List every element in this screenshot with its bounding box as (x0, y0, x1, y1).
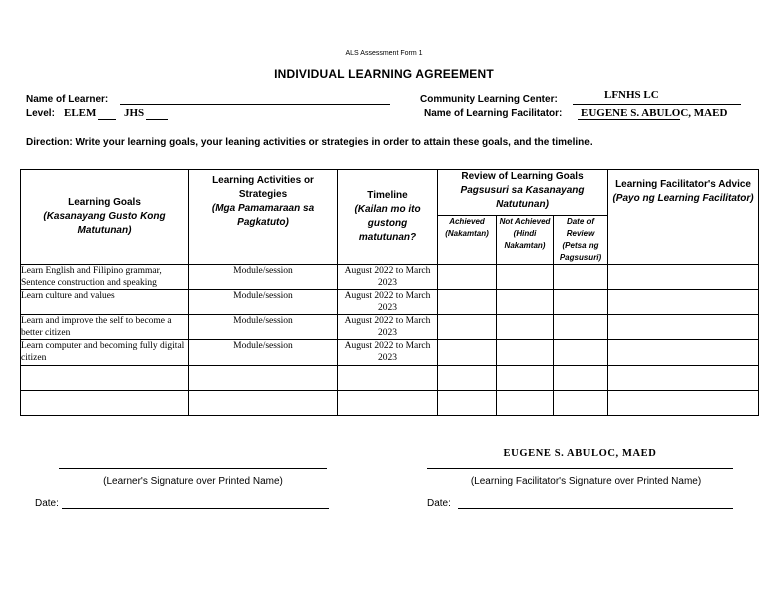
header-learning-activities: Learning Activities or Strategies (Mga Pamamaraan sa Pagkatuto) (189, 170, 338, 265)
clc-label: Community Learning Center: (420, 94, 558, 105)
header-timeline: Timeline (Kailan mo ito gustong matutunan? (338, 170, 438, 265)
goal-cell[interactable]: Learn culture and values (21, 290, 189, 315)
not-achieved-cell[interactable] (497, 366, 554, 391)
not-achieved-cell[interactable] (497, 340, 554, 366)
header-learning-goals: Learning Goals (Kasanayang Gusto Kong Matutunan) (21, 170, 189, 265)
clc-value: LFNHS LC (604, 89, 659, 101)
activity-cell[interactable]: Module/session (189, 315, 338, 340)
not-achieved-cell[interactable] (497, 265, 554, 290)
achieved-cell[interactable] (438, 391, 497, 416)
not-achieved-cell[interactable] (497, 315, 554, 340)
level-jhs-value: JHS (124, 107, 145, 119)
timeline-cell[interactable]: August 2022 to March 2023 (338, 340, 438, 366)
header-not-achieved: Not Achieved (Hindi Nakamtan) (497, 216, 554, 265)
learning-agreement-table (20, 169, 759, 416)
table-row (21, 366, 759, 391)
learner-date-field[interactable] (62, 508, 329, 509)
goal-cell[interactable]: Learn computer and becoming fully digital citizen (21, 340, 189, 366)
advice-cell[interactable] (608, 290, 759, 315)
activity-cell[interactable]: Module/session (189, 340, 338, 366)
advice-cell[interactable] (608, 315, 759, 340)
timeline-cell[interactable]: August 2022 to March 2023 (338, 265, 438, 290)
header-review: Review of Learning Goals Pagsusuri sa Kasanayang Natutunan) (438, 170, 608, 216)
not-achieved-cell[interactable] (497, 391, 554, 416)
achieved-cell[interactable] (438, 290, 497, 315)
goal-cell[interactable]: Learn English and Filipino grammar, Sentence construction and speaking (21, 265, 189, 290)
facilitator-signature-line[interactable] (427, 468, 733, 469)
table-row (21, 265, 759, 290)
date-of-review-cell[interactable] (554, 340, 608, 366)
page-title: INDIVIDUAL LEARNING AGREEMENT (274, 67, 494, 81)
goal-cell[interactable] (21, 366, 189, 391)
achieved-cell[interactable] (438, 265, 497, 290)
achieved-cell[interactable] (438, 340, 497, 366)
table-row (21, 340, 759, 366)
activity-cell[interactable] (189, 391, 338, 416)
timeline-cell[interactable] (338, 391, 438, 416)
form-code: ALS Assessment Form 1 (345, 50, 423, 57)
advice-cell[interactable] (608, 391, 759, 416)
activity-cell[interactable]: Module/session (189, 265, 338, 290)
header-facilitator-advice: Learning Facilitator's Advice (Payo ng Learning Facilitator) (608, 170, 759, 265)
learner-date-label: Date: (35, 498, 59, 509)
level-label: Level: (26, 108, 55, 119)
level-jhs-line[interactable] (146, 119, 168, 120)
facilitator-signature-caption: (Learning Facilitator's Signature over Printed Name) (470, 476, 702, 487)
goal-cell[interactable]: Learn and improve the self to become a better citizen (21, 315, 189, 340)
timeline-cell[interactable]: August 2022 to March 2023 (338, 290, 438, 315)
table-row (21, 315, 759, 340)
header-date-of-review: Date of Review (Petsa ng Pagsusuri) (554, 216, 608, 265)
advice-cell[interactable] (608, 340, 759, 366)
facilitator-field[interactable] (578, 119, 680, 120)
date-of-review-cell[interactable] (554, 315, 608, 340)
advice-cell[interactable] (608, 265, 759, 290)
level-elem-value: ELEM (64, 107, 97, 119)
learner-name-label: Name of Learner: (26, 94, 109, 105)
date-of-review-cell[interactable] (554, 265, 608, 290)
not-achieved-cell[interactable] (497, 290, 554, 315)
clc-field[interactable] (573, 104, 741, 105)
learner-signature-caption: (Learner's Signature over Printed Name) (103, 476, 283, 487)
learner-name-field[interactable] (120, 104, 390, 105)
facilitator-value: EUGENE S. ABULOC, MAED (581, 107, 728, 119)
facilitator-date-field[interactable] (458, 508, 733, 509)
table-row (21, 391, 759, 416)
level-elem-line[interactable] (98, 119, 116, 120)
direction-text: Direction: Write your learning goals, your leaning activities or strategies in order to attain these goals, and the timeline. (26, 137, 593, 148)
advice-cell[interactable] (608, 366, 759, 391)
facilitator-signature-name: EUGENE S. ABULOC, MAED (503, 448, 657, 459)
timeline-cell[interactable] (338, 366, 438, 391)
learner-signature-line[interactable] (59, 468, 327, 469)
goal-cell[interactable] (21, 391, 189, 416)
achieved-cell[interactable] (438, 315, 497, 340)
activity-cell[interactable]: Module/session (189, 290, 338, 315)
table-row (21, 290, 759, 315)
date-of-review-cell[interactable] (554, 366, 608, 391)
facilitator-label: Name of Learning Facilitator: (424, 108, 563, 119)
timeline-cell[interactable]: August 2022 to March 2023 (338, 315, 438, 340)
date-of-review-cell[interactable] (554, 290, 608, 315)
facilitator-date-label: Date: (427, 498, 451, 509)
date-of-review-cell[interactable] (554, 391, 608, 416)
header-achieved: Achieved (Nakamtan) (438, 216, 497, 265)
activity-cell[interactable] (189, 366, 338, 391)
achieved-cell[interactable] (438, 366, 497, 391)
